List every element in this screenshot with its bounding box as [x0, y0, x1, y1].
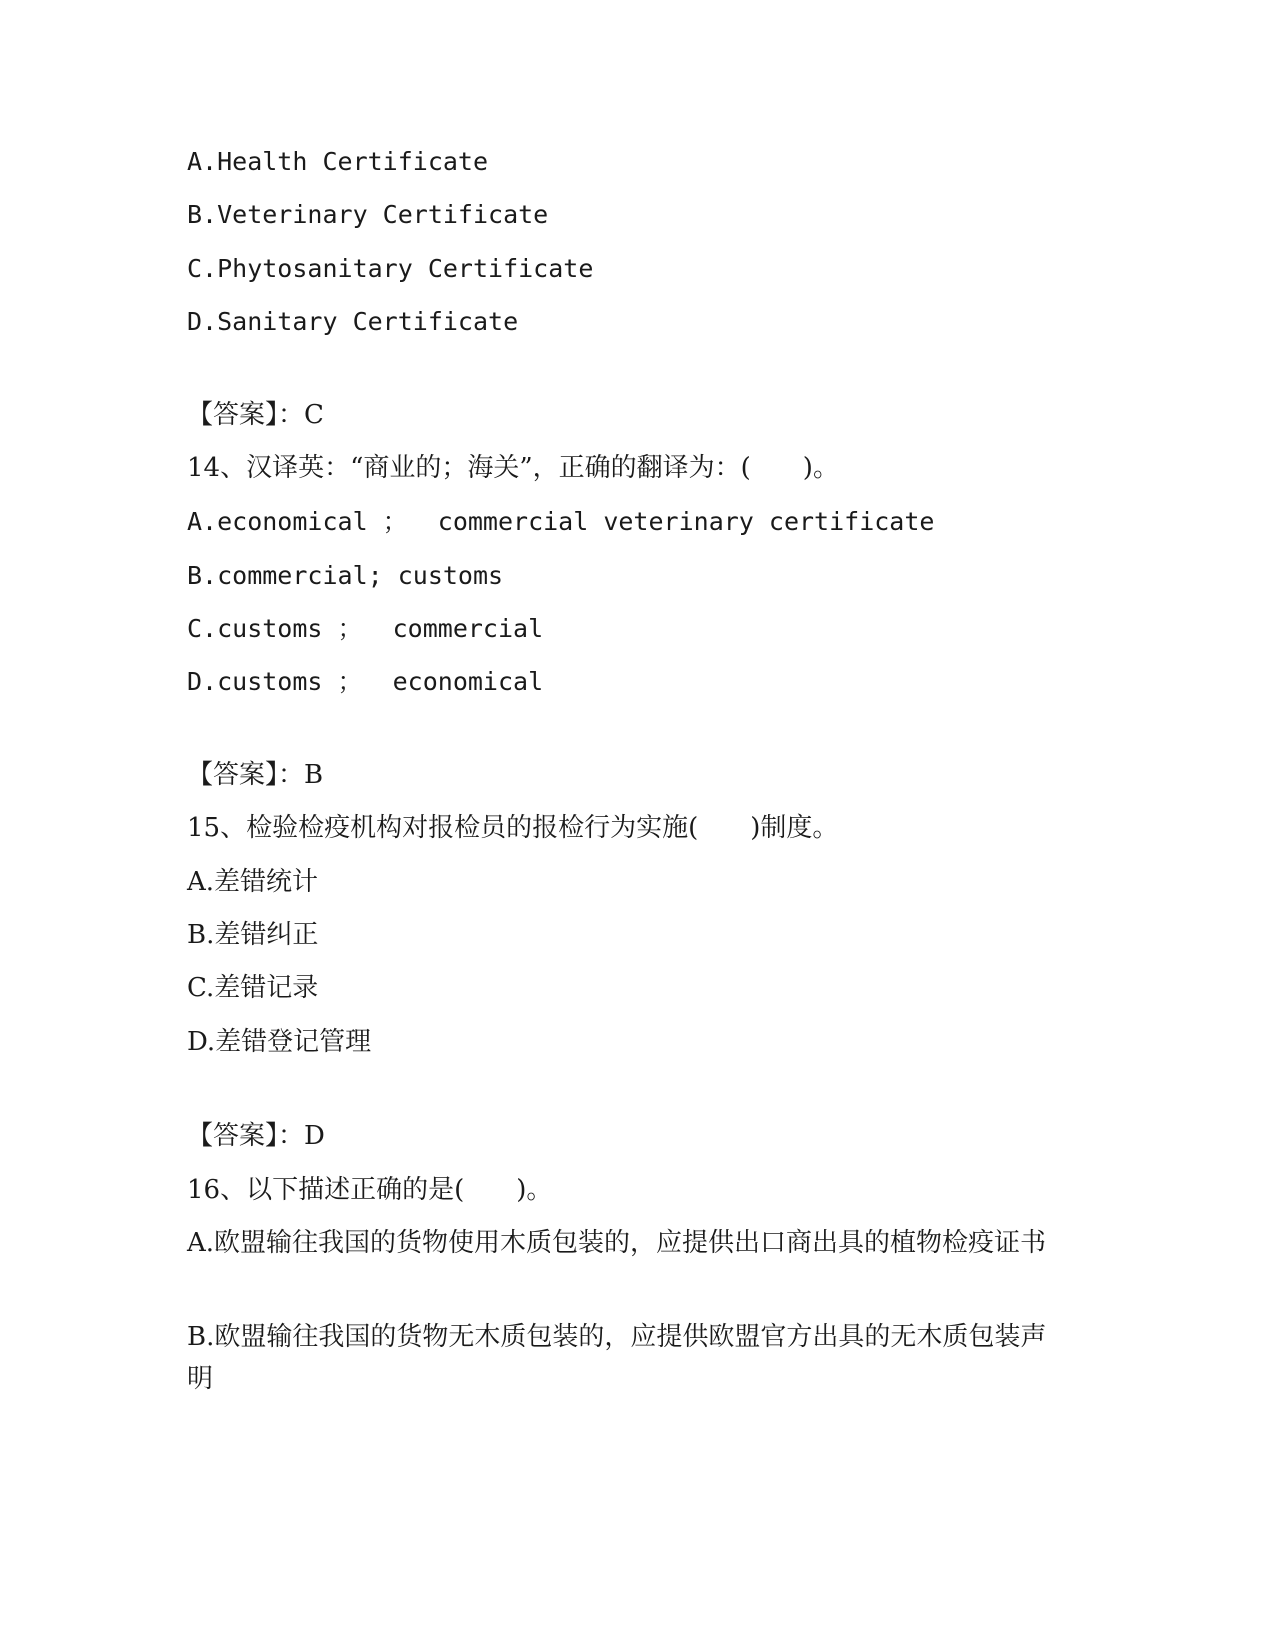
q15-option-b: B.差错纠正: [187, 920, 319, 950]
q13-option-c: C.Phytosanitary Certificate: [187, 254, 594, 283]
q13-option-d: D.Sanitary Certificate: [187, 307, 519, 336]
q13-option-b: B.Veterinary Certificate: [187, 200, 549, 229]
q15-option-d: D.差错登记管理: [187, 1027, 372, 1057]
q14-question: 14、汉译英：“商业的；海关”，正确的翻译为：( )。: [187, 453, 839, 483]
q14-option-c: C.customs ； commercial: [187, 614, 544, 643]
q14-option-d: D.customs ； economical: [187, 667, 544, 696]
q14-answer: 【答案】：B: [187, 760, 324, 790]
q15-answer: 【答案】：D: [187, 1121, 325, 1151]
q15-option-c: C.差错记录: [187, 973, 319, 1003]
q14-option-b: B.commercial; customs: [187, 561, 504, 590]
q14-option-a: A.economical ； commercial veterinary certificate: [187, 507, 935, 536]
q15-question: 15、检验检疫机构对报检员的报检行为实施( )制度。: [187, 813, 839, 843]
q16-question: 16、以下描述正确的是( )。: [187, 1175, 553, 1205]
q15-option-a: A.差错统计: [187, 867, 319, 897]
q13-answer: 【答案】：C: [187, 400, 324, 430]
q13-option-a: A.Health Certificate: [187, 147, 489, 176]
q16-option-b: B.欧盟输往我国的货物无木质包装的，应提供欧盟官方出具的无木质包装声明: [187, 1322, 1047, 1394]
q16-option-a: A.欧盟输往我国的货物使用木质包装的，应提供出口商出具的植物检疫证书: [187, 1228, 1047, 1258]
